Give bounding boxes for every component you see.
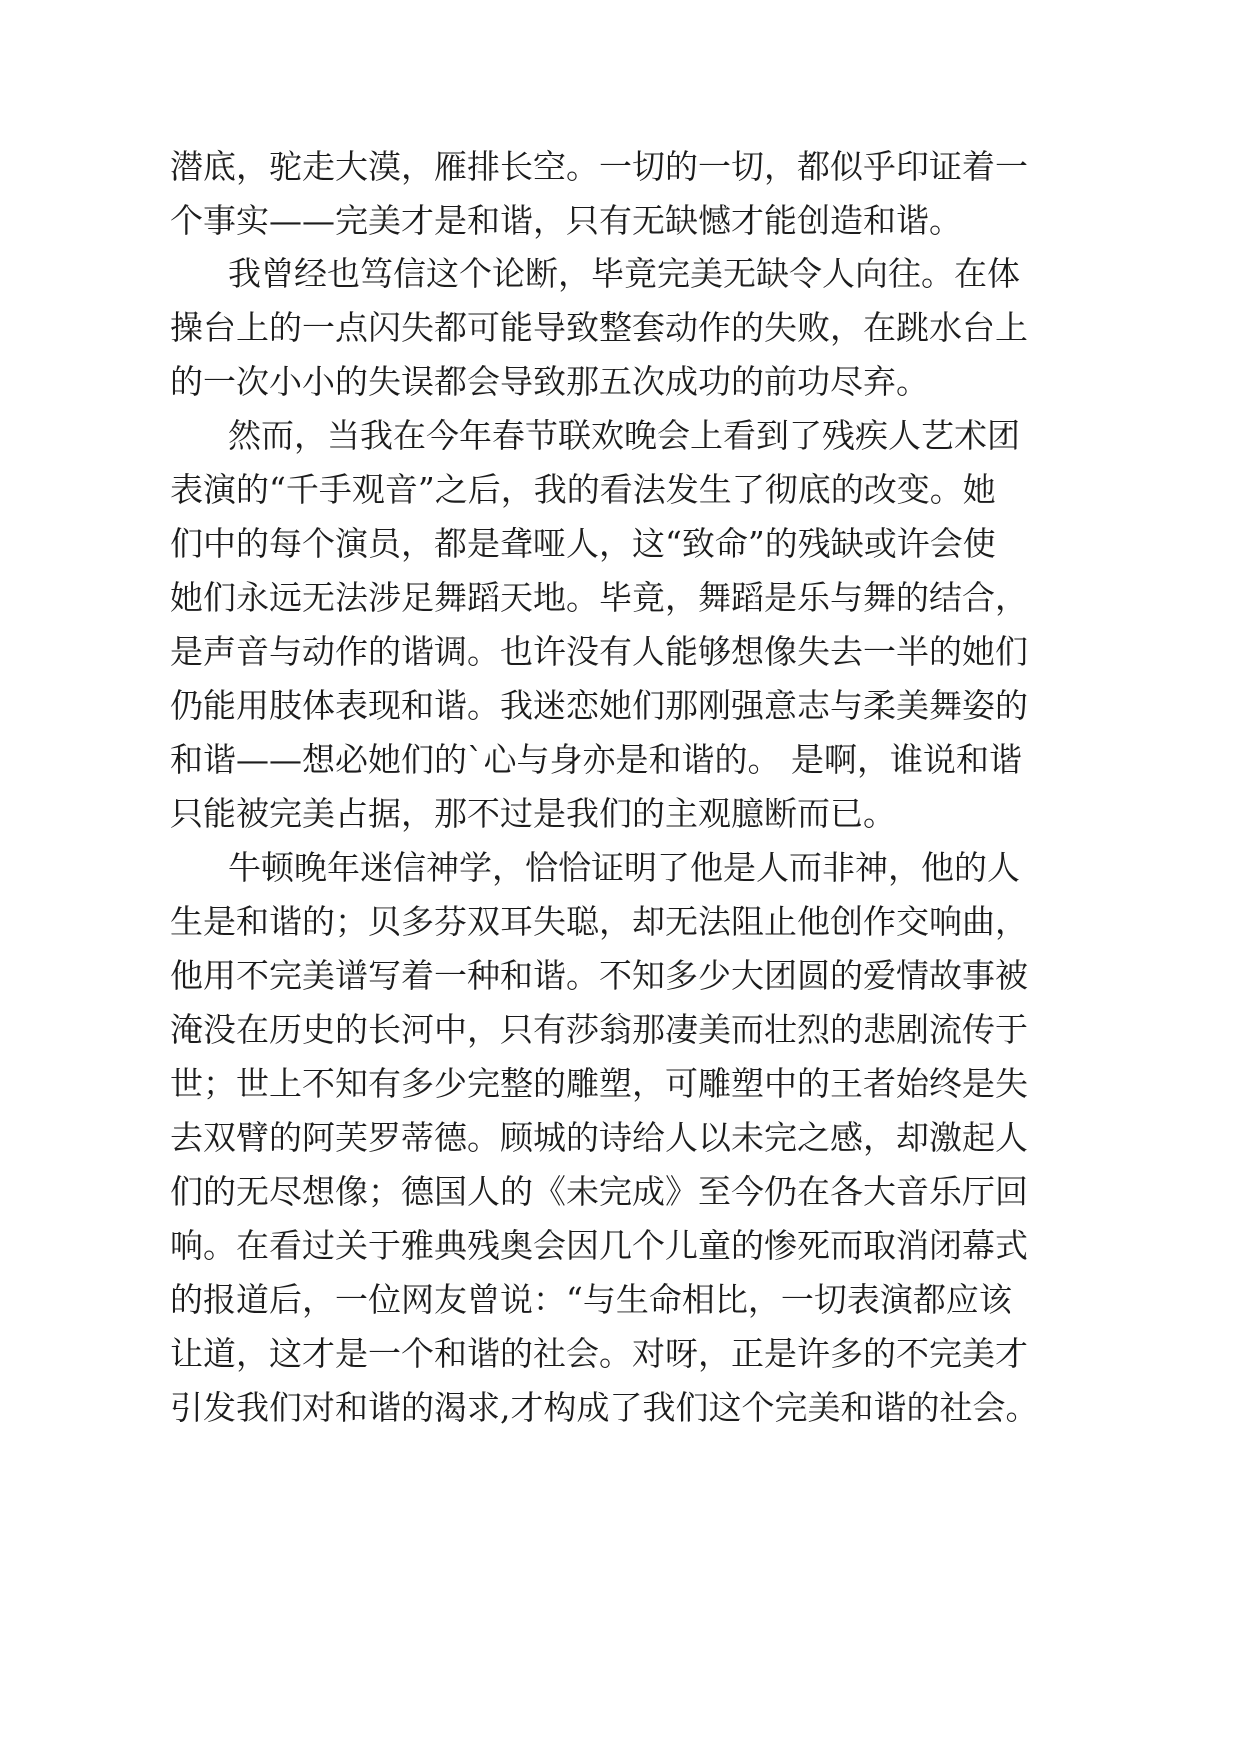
text-line: 仍能用肢体表现和谐。我迷恋她们那刚强意志与柔美舞姿的: [170, 686, 1028, 725]
text-line: 世；世上不知有多少完整的雕塑，可雕塑中的王者始终是失: [170, 1064, 1028, 1103]
text-line: 她们永远无法涉足舞蹈天地。毕竟，舞蹈是乐与舞的结合，: [170, 578, 1028, 617]
text-line: 引发我们对和谐的渴求,才构成了我们这个完美和谐的社会。: [170, 1388, 1039, 1427]
text-line: 只能被完美占据，那不过是我们的主观臆断而已。: [170, 794, 896, 833]
text-line: 响。在看过关于雅典残奥会因几个儿童的惨死而取消闭幕式: [170, 1226, 1028, 1265]
text-line: 的报道后，一位网友曾说：“与生命相比，一切表演都应该: [170, 1280, 1012, 1319]
text-line: 生是和谐的；贝多芬双耳失聪，却无法阻止他创作交响曲，: [170, 902, 1028, 941]
text-line: 表演的“千手观音”之后，我的看法发生了彻底的改变。她: [170, 470, 996, 509]
text-line: 让道，这才是一个和谐的社会。对呀，正是许多的不完美才: [170, 1334, 1028, 1373]
paragraph-first-line: 我曾经也笃信这个论断，毕竟完美无缺令人向往。在体: [228, 254, 1020, 293]
text-line: 去双臂的阿芙罗蒂德。顾城的诗给人以未完之感，却激起人: [170, 1118, 1028, 1157]
text-line: 潜底，驼走大漠，雁排长空。一切的一切，都似乎印证着一: [170, 147, 1028, 186]
text-line: 是声音与动作的谐调。也许没有人能够想像失去一半的她们: [170, 632, 1028, 671]
text-line: 们的无尽想像；德国人的《未完成》至今仍在各大音乐厅回: [170, 1172, 1028, 1211]
text-line: 个事实——完美才是和谐，只有无缺憾才能创造和谐。: [170, 201, 962, 240]
text-line: 们中的每个演员，都是聋哑人，这“致命”的残缺或许会使: [170, 524, 996, 563]
text-line: 的一次小小的失误都会导致那五次成功的前功尽弃。: [170, 362, 929, 401]
paragraph-first-line: 然而，当我在今年春节联欢晚会上看到了残疾人艺术团: [228, 416, 1020, 455]
text-line: 和谐——想必她们的`心与身亦是和谐的。 是啊，谁说和谐: [170, 740, 1022, 779]
text-line: 操台上的一点闪失都可能导致整套动作的失败，在跳水台上: [170, 308, 1028, 347]
text-line: 淹没在历史的长河中，只有莎翁那凄美而壮烈的悲剧流传于: [170, 1010, 1028, 1049]
text-line: 他用不完美谱写着一种和谐。不知多少大团圆的爱情故事被: [170, 956, 1028, 995]
paragraph-first-line: 牛顿晚年迷信神学，恰恰证明了他是人而非神，他的人: [228, 848, 1020, 887]
